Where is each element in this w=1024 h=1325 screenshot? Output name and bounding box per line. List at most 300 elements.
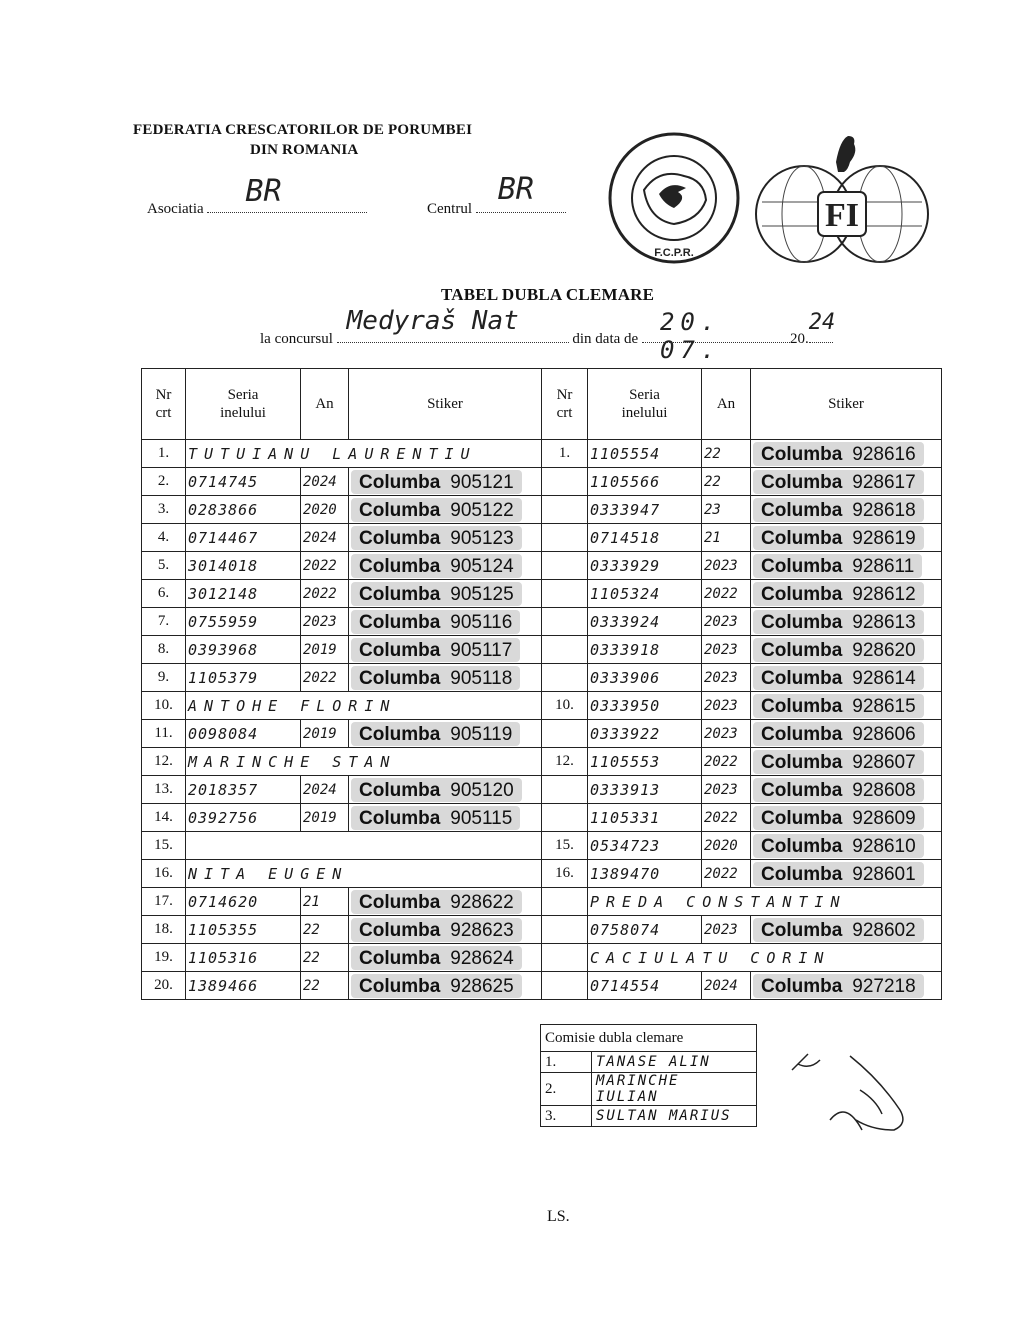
ring-year-right: 2023 [702,692,751,720]
ring-series-right: 0333918 [588,636,702,664]
row-nr-left: 7. [142,608,186,636]
sticker-number: 905117 [450,639,513,661]
sticker-brand: Columba [761,527,843,549]
ring-series-right: 0534723 [588,832,702,860]
sticker-cell-left [349,916,542,944]
sticker-label [753,862,924,886]
sticker-brand: Columba [359,471,441,493]
sticker-label [351,806,520,830]
header-stiker-right: Stiker [751,369,942,440]
table-row [142,972,942,1000]
ring-series-left: 0283866 [186,496,301,524]
sticker-brand: Columba [359,583,441,605]
ring-series-left: 0714620 [186,888,301,916]
ring-series-left: 3012148 [186,580,301,608]
table-row [142,720,942,748]
owner-name-left: ANTOHE FLORIN [186,692,542,720]
sticker-cell-right [751,552,942,580]
row-nr-right [542,524,588,552]
row-nr-right: 10. [542,692,588,720]
sticker-label [753,498,924,522]
row-nr-right [542,972,588,1000]
sticker-brand: Columba [761,723,843,745]
row-nr-left: 15. [142,832,186,860]
year-suffix: 24 [808,310,836,335]
row-nr-left: 11. [142,720,186,748]
sticker-number: 905122 [450,499,514,521]
table-row [142,944,942,972]
row-nr-right [542,776,588,804]
ring-series-left: 2018357 [186,776,301,804]
row-nr-left: 9. [142,664,186,692]
table-row [142,888,942,916]
ring-year-right: 2023 [702,776,751,804]
sticker-number: 928612 [852,583,916,605]
ring-year-right: 2022 [702,748,751,776]
sticker-cell-right [751,440,942,468]
contest-name: Medyraš Nat [346,306,519,336]
sticker-number: 928625 [450,975,514,997]
row-nr-right [542,496,588,524]
commission-nr: 3. [541,1106,592,1127]
row-nr-left: 1. [142,440,186,468]
ring-series-right: 0333929 [588,552,702,580]
sticker-brand: Columba [359,779,441,801]
centrul-label: Centrul [427,201,472,217]
ring-series-right: 1105324 [588,580,702,608]
ring-series-right: 1105554 [588,440,702,468]
sticker-number: 928623 [450,919,514,941]
fci-globes-pigeon-logo [752,122,932,282]
ring-series-right: 1105553 [588,748,702,776]
header-nr-left: Nr crt [142,369,186,440]
row-nr-right [542,916,588,944]
ring-year-right: 22 [702,468,751,496]
ring-year-left: 2022 [301,552,349,580]
table-row [142,748,942,776]
asociatia-field [147,174,367,218]
sticker-label [753,750,924,774]
sticker-label [351,610,520,634]
sticker-brand: Columba [761,667,843,689]
sticker-cell-left [349,776,542,804]
row-nr-right: 16. [542,860,588,888]
sticker-number: 928622 [450,891,514,913]
commission-row [541,1073,757,1106]
sticker-cell-left [349,524,542,552]
row-nr-right [542,720,588,748]
fcpr-seal-logo [604,128,744,268]
sticker-cell-left [349,496,542,524]
sticker-number: 905124 [450,555,514,577]
sticker-brand: Columba [359,499,441,521]
sticker-brand: Columba [359,975,441,997]
sticker-label [351,778,522,802]
sticker-label [753,974,924,998]
ring-series-right: 0714554 [588,972,702,1000]
ring-year-right: 2022 [702,804,751,832]
ring-series-right: 0333947 [588,496,702,524]
ring-series-left: 0714467 [186,524,301,552]
sticker-brand: Columba [359,891,441,913]
ring-year-left: 2019 [301,804,349,832]
sticker-label [351,554,522,578]
sticker-number: 905116 [450,611,513,633]
sticker-number: 928617 [852,471,916,493]
table-row [142,664,942,692]
commission-member-name: TANASE ALIN [592,1052,757,1073]
header-seria-right: Seria inelului [588,369,702,440]
ring-year-left: 2024 [301,776,349,804]
row-nr-left: 5. [142,552,186,580]
sticker-number: 928615 [852,695,916,717]
sticker-label [753,806,924,830]
sticker-cell-right [751,524,942,552]
sticker-number: 928620 [852,639,916,661]
sticker-brand: Columba [761,779,843,801]
sticker-label [351,470,522,494]
row-nr-left: 18. [142,916,186,944]
table-row [142,608,942,636]
row-nr-left: 16. [142,860,186,888]
ring-series-left: 1389466 [186,972,301,1000]
ring-year-right: 2023 [702,608,751,636]
svg-text:FI: FI [825,197,859,234]
sticker-label [753,666,924,690]
ring-series-left: 0098084 [186,720,301,748]
sticker-label [753,722,924,746]
sticker-brand: Columba [761,611,843,633]
federation-title-line1: FEDERATIA CRESCATORILOR DE PORUMBEI [133,122,473,138]
ring-series-right: 1389470 [588,860,702,888]
asociatia-value: BR [245,174,282,209]
table-row [142,636,942,664]
sticker-brand: Columba [761,863,843,885]
sticker-number: 928618 [852,499,916,521]
ring-year-right: 23 [702,496,751,524]
sticker-label [351,722,520,746]
centrul-field [427,172,566,218]
commission-nr: 2. [541,1073,592,1106]
sticker-brand: Columba [761,555,843,577]
sticker-cell-left [349,580,542,608]
ring-year-right: 2022 [702,860,751,888]
row-nr-left: 20. [142,972,186,1000]
sticker-brand: Columba [761,751,843,773]
sticker-cell-left [349,608,542,636]
table-header-row [142,369,942,440]
sticker-cell-right [751,692,942,720]
sticker-cell-right [751,804,942,832]
ring-year-left: 2022 [301,664,349,692]
row-nr-right [542,468,588,496]
table-row [142,916,942,944]
table-row [142,440,942,468]
sticker-brand: Columba [761,919,843,941]
row-nr-right: 1. [542,440,588,468]
ring-series-right: 1105331 [588,804,702,832]
sticker-number: 928609 [852,807,916,829]
ring-year-left: 2022 [301,580,349,608]
sticker-number: 928614 [852,667,916,689]
commission-member-name: MARINCHE IULIAN [592,1073,757,1106]
table-row [142,580,942,608]
ring-year-right: 2020 [702,832,751,860]
ring-year-left: 2020 [301,496,349,524]
sticker-cell-left [349,468,542,496]
year-prefix: 20. [789,331,809,347]
sticker-number: 928610 [852,835,916,857]
ring-series-right: 0714518 [588,524,702,552]
sticker-brand: Columba [761,639,843,661]
sticker-cell-right [751,972,942,1000]
sticker-number: 905123 [450,527,514,549]
sticker-cell-right [751,468,942,496]
owner-name-left: NITA EUGEN [186,860,542,888]
asociatia-label: Asociatia [147,201,204,217]
sticker-brand: Columba [359,723,441,745]
sticker-cell-left [349,664,542,692]
ring-year-left: 2019 [301,636,349,664]
commission-member-name: SULTAN MARIUS [592,1106,757,1127]
owner-name-left: TUTUIANU LAURENTIU [186,440,542,468]
header-nr-right: Nr crt [542,369,588,440]
ring-series-left: 1105316 [186,944,301,972]
sticker-label [351,666,520,690]
sticker-cell-right [751,916,942,944]
ring-year-right: 2023 [702,636,751,664]
sticker-number: 905120 [450,779,514,801]
sticker-number: 905121 [450,471,514,493]
seal-abbr: F.C.P.R. [654,247,694,259]
ring-series-right: 0758074 [588,916,702,944]
sticker-cell-right [751,776,942,804]
commission-table [540,1024,757,1127]
sticker-number: 928602 [852,919,916,941]
sticker-cell-left [349,944,542,972]
row-nr-right [542,580,588,608]
row-nr-right: 12. [542,748,588,776]
sticker-brand: Columba [761,835,843,857]
table-row [142,496,942,524]
contest-label: la concursul [260,331,333,347]
sticker-brand: Columba [761,583,843,605]
ring-year-left: 2023 [301,608,349,636]
ls-stamp-label: LS. [547,1208,570,1225]
sticker-label [753,778,924,802]
row-nr-right [542,944,588,972]
commission-row [541,1106,757,1127]
commission-nr: 1. [541,1052,592,1073]
ring-year-right: 2023 [702,552,751,580]
document-title: TABEL DUBLA CLEMARE [441,285,655,304]
sticker-cell-right [751,496,942,524]
sticker-cell-right [751,860,942,888]
sticker-brand: Columba [761,471,843,493]
ring-year-left: 2024 [301,524,349,552]
owner-name-left: MARINCHE STAN [186,748,542,776]
ring-year-right: 2023 [702,664,751,692]
contest-line [260,306,836,364]
sticker-cell-left [349,888,542,916]
ring-series-left: 0392756 [186,804,301,832]
sticker-label [351,946,522,970]
sticker-label [351,498,522,522]
ring-year-right: 2023 [702,720,751,748]
ring-year-left: 2019 [301,720,349,748]
sticker-number: 928616 [852,443,916,465]
sticker-number: 928611 [852,555,915,577]
table-row [142,468,942,496]
sticker-cell-right [751,608,942,636]
sticker-cell-right [751,580,942,608]
row-nr-left: 8. [142,636,186,664]
sticker-brand: Columba [359,639,441,661]
double-clamp-table [141,368,942,1000]
centrul-value: BR [497,172,534,207]
ring-year-left: 22 [301,916,349,944]
table-row [142,552,942,580]
header-seria-left: Seria inelului [186,369,301,440]
table-row [142,832,942,860]
ring-series-left: 0393968 [186,636,301,664]
header-an-right: An [702,369,751,440]
sticker-label [351,526,522,550]
sticker-label [753,554,922,578]
sticker-label [753,638,924,662]
ring-series-right: 1105566 [588,468,702,496]
row-nr-right: 15. [542,832,588,860]
row-nr-left: 12. [142,748,186,776]
ring-series-left: 0714745 [186,468,301,496]
row-nr-left: 6. [142,580,186,608]
row-nr-left: 4. [142,524,186,552]
owner-name-right: CACIULATU CORIN [588,944,942,972]
sticker-cell-left [349,804,542,832]
row-nr-left: 17. [142,888,186,916]
sticker-label [753,694,924,718]
sticker-number: 905125 [450,583,514,605]
sticker-label [753,470,924,494]
commission-title: Comisie dubla clemare [541,1025,757,1052]
sticker-number: 928607 [852,751,916,773]
sticker-cell-left [349,552,542,580]
sticker-number: 927218 [852,975,916,997]
table-row [142,692,942,720]
signature-scribble [790,1050,920,1140]
commission-row [541,1052,757,1073]
table-row [142,776,942,804]
sticker-label [753,526,924,550]
row-nr-right [542,664,588,692]
sticker-brand: Columba [761,499,843,521]
sticker-label [753,582,924,606]
sticker-label [351,638,520,662]
sticker-label [753,442,924,466]
ring-series-left: 3014018 [186,552,301,580]
sticker-brand: Columba [359,919,441,941]
ring-series-right: 0333906 [588,664,702,692]
ring-year-left: 21 [301,888,349,916]
sticker-number: 928613 [852,611,916,633]
sticker-brand: Columba [359,527,441,549]
row-nr-right [542,552,588,580]
ring-series-right: 0333922 [588,720,702,748]
sticker-label [351,974,522,998]
ring-year-right: 22 [702,440,751,468]
sticker-label [753,918,924,942]
sticker-cell-right [751,748,942,776]
sticker-brand: Columba [359,807,441,829]
sticker-label [753,610,924,634]
row-nr-left: 3. [142,496,186,524]
sticker-brand: Columba [761,807,843,829]
ring-series-left: 1105379 [186,664,301,692]
row-nr-left: 13. [142,776,186,804]
sticker-cell-right [751,664,942,692]
row-nr-right [542,804,588,832]
federation-title-line2: DIN ROMANIA [250,142,359,158]
sticker-label [351,890,522,914]
sticker-brand: Columba [359,555,441,577]
ring-series-right: 0333924 [588,608,702,636]
sticker-number: 928606 [852,723,916,745]
ring-year-left: 2024 [301,468,349,496]
row-nr-left: 2. [142,468,186,496]
sticker-brand: Columba [359,611,441,633]
sticker-cell-right [751,832,942,860]
sticker-number: 905118 [450,667,513,689]
sticker-cell-right [751,720,942,748]
sticker-cell-left [349,972,542,1000]
sticker-brand: Columba [761,695,843,717]
date-value: 20. 07. [659,308,722,364]
ring-series-left: 0755959 [186,608,301,636]
ring-year-left: 22 [301,972,349,1000]
sticker-number: 928619 [852,527,916,549]
ring-year-right: 2023 [702,916,751,944]
ring-year-right: 21 [702,524,751,552]
ring-series-right: 0333950 [588,692,702,720]
sticker-cell-left [349,720,542,748]
sticker-brand: Columba [359,667,441,689]
ring-year-right: 2024 [702,972,751,1000]
sticker-label [351,582,522,606]
sticker-number: 928624 [450,947,514,969]
header-an-left: An [301,369,349,440]
row-nr-right [542,636,588,664]
sticker-cell-right [751,636,942,664]
ring-series-left: 1105355 [186,916,301,944]
sticker-label [351,918,522,942]
owner-name-right: PREDA CONSTANTIN [588,888,942,916]
sticker-number: 905115 [450,807,513,829]
sticker-brand: Columba [761,975,843,997]
date-label: din data de [572,331,639,347]
owner-name-left [186,832,542,860]
row-nr-right [542,888,588,916]
sticker-brand: Columba [761,443,843,465]
row-nr-left: 10. [142,692,186,720]
sticker-number: 905119 [450,723,513,745]
sticker-cell-left [349,636,542,664]
sticker-number: 928608 [852,779,916,801]
header-stiker-left: Stiker [349,369,542,440]
row-nr-left: 14. [142,804,186,832]
table-row [142,804,942,832]
table-row [142,860,942,888]
sticker-brand: Columba [359,947,441,969]
